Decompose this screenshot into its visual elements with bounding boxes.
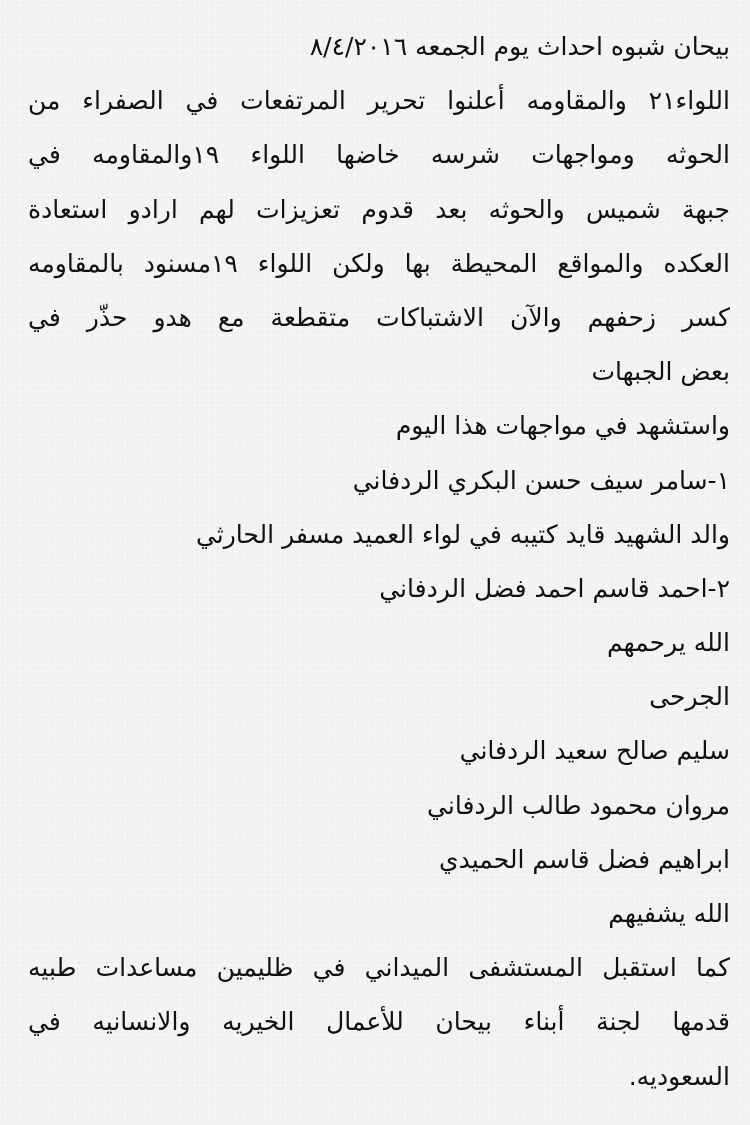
note-line: بيحان شبوه احداث يوم الجمعه ٨/٤/٢٠١٦: [309, 32, 730, 61]
note-line: الله يشفيهم: [608, 899, 730, 928]
note-text: [28, 20, 730, 1104]
note-line: ابراهيم فضل قاسم الحميدي: [439, 844, 730, 874]
note-line: الحوثه ومواجهات شرسه خاضها اللواء ١٩والمقاومه في: [28, 140, 730, 170]
note-line: قدمها لجنة أبناء بيحان للأعمال الخيريه والانسانيه في: [28, 1007, 730, 1037]
note-line: بعض الجبهات: [591, 357, 730, 387]
note-line: كما استقبل المستشفى الميداني في ظليمين مساعدات طبيه: [28, 953, 730, 983]
note-line: مروان محمود طالب الردفاني: [427, 790, 730, 820]
note-line: السعوديه.: [628, 1061, 730, 1091]
note-line: العكده والمواقع المحيطة بها ولكن اللواء ١٩مسنود بالمقاومه: [28, 248, 730, 278]
note-line: واستشهد في مواجهات هذا اليوم: [395, 411, 730, 441]
note-line: اللواء٢١ والمقاومه أعلنوا تحرير المرتفعات في الصفراء من: [28, 86, 730, 116]
note-line: كسر زحفهم والآن الاشتباكات متقطعة مع هدو حذّر في: [28, 302, 730, 332]
note-line: سليم صالح سعيد الردفاني: [459, 736, 730, 766]
note-line: ١-سامر سيف حسن البكري الردفاني: [352, 465, 730, 495]
note-line: الجرحى: [649, 682, 730, 712]
note-line: الله يرحمهم: [606, 628, 730, 658]
note-line: جبهة شميس والحوثه بعد قدوم تعزيزات لهم ارادو استعادة: [28, 194, 730, 224]
note-line: والد الشهيد قايد كتيبه في لواء العميد مسفر الحارثي: [195, 519, 730, 549]
note-line: ٢-احمد قاسم احمد فضل الردفاني: [379, 573, 730, 603]
